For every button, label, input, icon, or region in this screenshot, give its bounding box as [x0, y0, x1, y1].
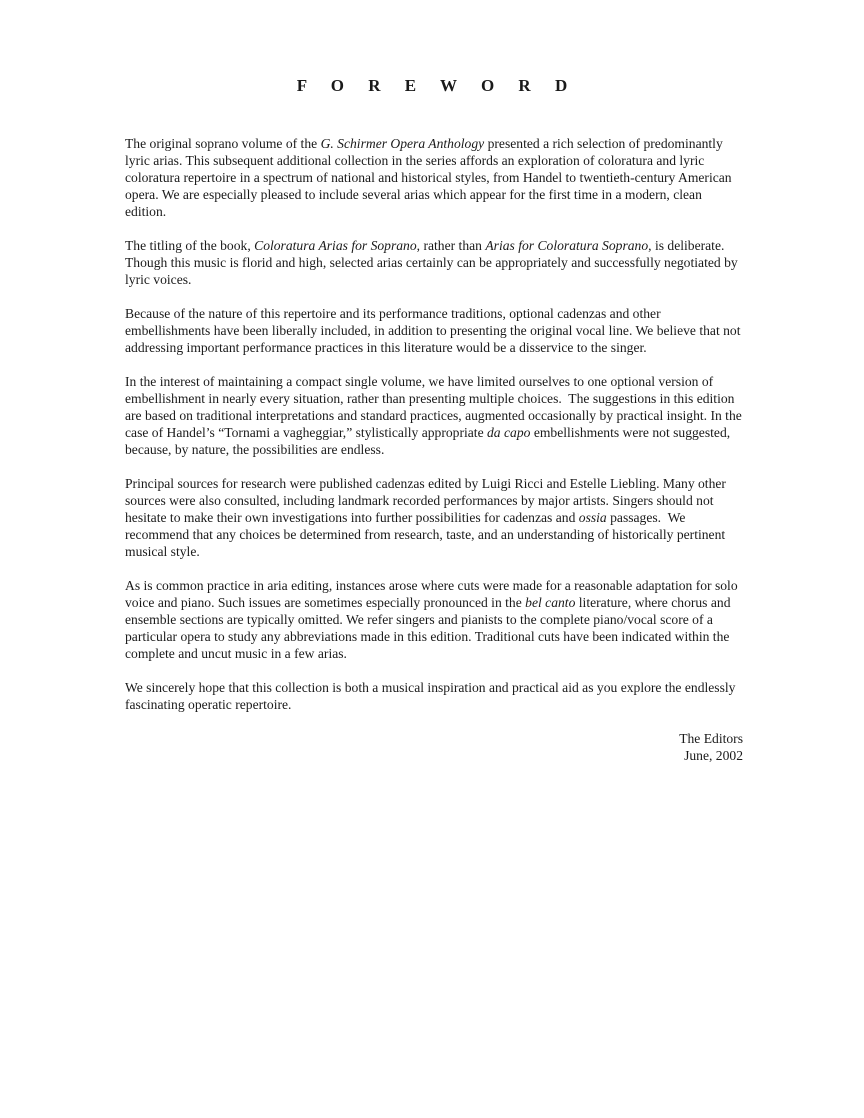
italic-text-segment: Coloratura Arias for Soprano: [254, 238, 417, 253]
page-title: F O R E W O R D: [296, 76, 578, 95]
signature-editors: The Editors: [679, 731, 743, 746]
text-segment: We sincerely hope that this collection is both a musical inspiration and practical aid as you explore the endlessly fascinating operatic repertoire.: [125, 680, 739, 712]
text-segment: embellishments were not suggested, because, by nature, the possibilities are endless.: [125, 425, 734, 457]
text-segment: presented a rich selection of predominantly lyric arias. This subsequent additional collection in the series affords an exploration of coloratura and lyric coloratura repertoire in a spectrum of national and historical styles, from Handel to twentieth-century American opera. We are especially pleased to include several arias which appear for the first time in a modern, clean edition.: [125, 136, 736, 219]
text-segment: In the interest of maintaining a compact single volume, we have limited ourselves to one optional version of embellishment in nearly every situation, rather than presenting multiple choices. The suggestions in this edition are based on traditional interpretations and standard practices, augmented occasionally by practical insight. In the case of Handel’s “Tornami a vagheggiar,” stylistically appropriate: [125, 374, 746, 440]
foreword-body: [125, 135, 746, 713]
foreword-paragraph: [125, 679, 743, 713]
foreword-paragraph: [125, 237, 743, 288]
foreword-paragraph: [125, 475, 743, 560]
text-segment: literature, where chorus and ensemble sections are typically omitted. We refer singers and pianists to the complete piano/vocal score of a particular opera to study any abbreviations made in this edition. Traditional cuts have been indicated within the complete and uncut music in a few arias.: [125, 595, 734, 661]
foreword-paragraph: [125, 305, 743, 356]
text-segment: passages. We recommend that any choices be determined from research, taste, and an understanding of historically pertinent musical style.: [125, 510, 729, 559]
text-segment: The titling of the book,: [125, 238, 255, 253]
italic-text-segment: Arias for Coloratura Soprano: [485, 238, 649, 253]
text-segment: , rather than: [416, 238, 486, 253]
signature-block: [125, 730, 743, 764]
text-segment: The original soprano volume of the: [125, 136, 321, 151]
italic-text-segment: da capo: [487, 425, 531, 440]
text-segment: , is deliberate. Though this music is florid and high, selected arias certainly can be appropriately and successfully negotiated by lyric voices.: [125, 238, 742, 287]
text-segment: Because of the nature of this repertoire and its performance traditions, optional cadenzas and other embellishments have been liberally included, in addition to presenting the original vocal line. We believe that not addressing important performance practices in this literature would be a disservice to the singer.: [125, 306, 744, 355]
foreword-paragraph: [125, 135, 743, 220]
italic-text-segment: ossia: [578, 510, 607, 525]
text-segment: Principal sources for research were published cadenzas edited by Luigi Ricci and Estelle Liebling. Many other sources were also consulted, including landmark recorded performances by major artists. Singers should not hesitate to make their own investigations into further possibilities for cadenzas and: [125, 476, 730, 525]
italic-text-segment: G. Schirmer Opera Anthology: [320, 136, 485, 151]
italic-text-segment: bel canto: [525, 595, 576, 610]
text-segment: As is common practice in aria editing, instances arose where cuts were made for a reasonable adaptation for solo voice and piano. Such issues are sometimes especially pronounced in the: [125, 578, 742, 610]
foreword-paragraph: [125, 577, 743, 662]
foreword-paragraph: [125, 373, 746, 458]
signature-date: June, 2002: [684, 748, 743, 763]
